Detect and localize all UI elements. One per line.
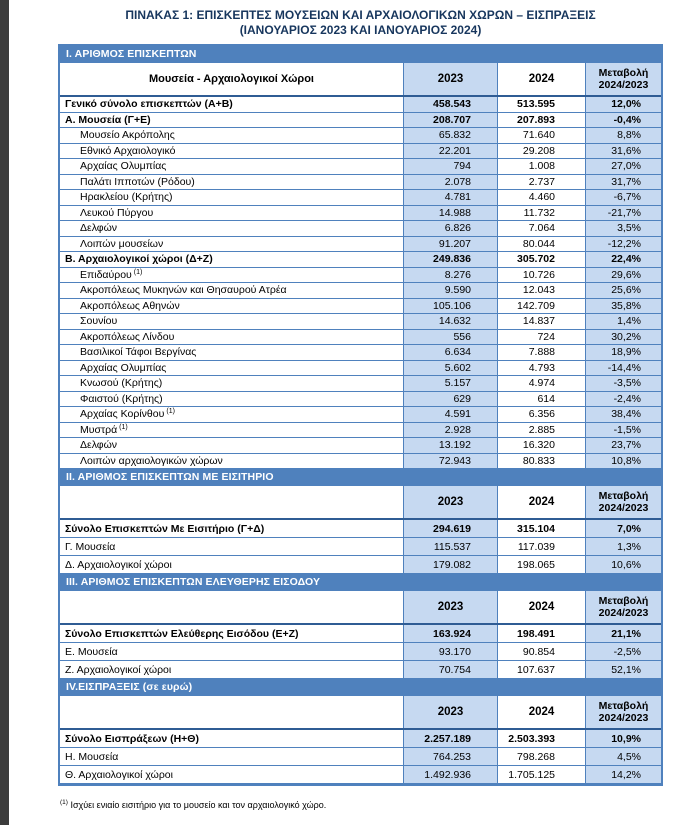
value-2024: 14.837 (497, 314, 585, 329)
row-label (60, 190, 403, 205)
value-change: 7,0% (585, 520, 661, 537)
col-header-2024: 2024 (497, 486, 585, 518)
row-label-text: Ακροπόλεως Αθηνών (80, 299, 180, 312)
row-label-text: Αρχαίας Ολυμπίας (80, 160, 167, 173)
table-title-line-2: (ΙΑΝΟΥΑΡΙΟΣ 2023 ΚΑΙ ΙΑΝΟΥΑΡΙΟΣ 2024) (239, 22, 482, 37)
row-label-text: Μυστρά (80, 423, 118, 436)
row-label (60, 520, 403, 537)
table-row (60, 252, 661, 268)
value-2024: 11.732 (497, 206, 585, 221)
col-header-2023: 2023 (403, 486, 497, 518)
value-2024: 90.854 (497, 643, 585, 660)
value-2024: 614 (497, 392, 585, 407)
col-header-label (60, 696, 403, 728)
table-row (60, 175, 661, 191)
row-label (60, 159, 403, 174)
row-label (60, 661, 403, 678)
row-label-text: Δ. Αρχαιολογικοί χώροι (65, 558, 172, 571)
row-label (60, 345, 403, 360)
row-label (60, 766, 403, 783)
table-row (60, 556, 661, 574)
row-label-text: Αρχαίας Κορίνθου (80, 408, 165, 421)
table-row (60, 392, 661, 408)
value-2023: 13.192 (403, 438, 497, 453)
section-3 (60, 574, 661, 679)
table-row (60, 237, 661, 253)
section-2-header-bar: ΙΙ. ΑΡΙΘΜΟΣ ΕΠΙΣΚΕΠΤΩΝ ΜΕ ΕΙΣΙΤΗΡΙΟ (60, 469, 661, 486)
value-2023: 6.826 (403, 221, 497, 236)
value-change: 35,8% (585, 299, 661, 314)
document-page (58, 8, 663, 810)
value-2024: 207.893 (497, 113, 585, 128)
table-row (60, 144, 661, 160)
value-2024: 10.726 (497, 268, 585, 283)
row-label (60, 237, 403, 252)
value-change: -6,7% (585, 190, 661, 205)
value-change: 10,9% (585, 730, 661, 747)
value-change: 52,1% (585, 661, 661, 678)
section-4-column-header (60, 696, 661, 730)
value-change: 8,8% (585, 128, 661, 143)
col-header-2024: 2024 (497, 591, 585, 623)
value-2023: 70.754 (403, 661, 497, 678)
value-2024: 798.268 (497, 748, 585, 765)
row-label-text: Λοιπών μουσείων (80, 237, 164, 250)
value-2024: 6.356 (497, 407, 585, 422)
row-label-text: Επιδαύρου (80, 268, 132, 281)
row-label-text: Αρχαίας Ολυμπίας (80, 361, 167, 374)
value-2024: 80.833 (497, 454, 585, 469)
table-row (60, 407, 661, 423)
value-2023: 22.201 (403, 144, 497, 159)
value-2023: 105.106 (403, 299, 497, 314)
table-row (60, 221, 661, 237)
table-row (60, 206, 661, 222)
section-2 (60, 469, 661, 574)
value-change: 22,4% (585, 252, 661, 267)
row-label-text: Λευκού Πύργου (80, 206, 154, 219)
value-2023: 72.943 (403, 454, 497, 469)
col-header-change-line1: Μεταβολή (598, 67, 649, 79)
col-header-2023: 2023 (403, 696, 497, 728)
row-label-text: Ε. Μουσεία (65, 645, 118, 658)
row-label (60, 113, 403, 128)
col-header-label (60, 486, 403, 518)
value-2023: 4.591 (403, 407, 497, 422)
value-change: 31,7% (585, 175, 661, 190)
row-label (60, 175, 403, 190)
value-change: 3,5% (585, 221, 661, 236)
row-label: Μυστρά (1) (80, 423, 128, 436)
row-label (60, 252, 403, 267)
row-label-text: Παλάτι Ιπποτών (Ρόδου) (80, 175, 195, 188)
value-2024: 4.793 (497, 361, 585, 376)
table-row (60, 361, 661, 377)
value-2023: 8.276 (403, 268, 497, 283)
value-change: 23,7% (585, 438, 661, 453)
value-2024: 29.208 (497, 144, 585, 159)
table-title (58, 8, 663, 37)
table-row (60, 268, 661, 284)
table-row (60, 113, 661, 129)
col-header-label (60, 591, 403, 623)
row-label-text: Βασιλικοί Τάφοι Βεργίνας (80, 346, 197, 359)
value-2023: 14.632 (403, 314, 497, 329)
row-label-text: Γενικό σύνολο επισκεπτών (Α+Β) (65, 98, 233, 111)
value-2023: 764.253 (403, 748, 497, 765)
value-change: 31,6% (585, 144, 661, 159)
value-2024: 513.595 (497, 97, 585, 112)
row-label-text: Λοιπών αρχαιολογικών χώρων (80, 454, 223, 467)
table-row (60, 159, 661, 175)
table-row (60, 730, 661, 748)
value-2024: 1.705.125 (497, 766, 585, 783)
section-4 (60, 679, 661, 784)
col-header-change-line2: 2024/2023 (598, 79, 649, 91)
col-header-label: Μουσεία - Αρχαιολογικοί Χώροι (149, 73, 314, 85)
row-label (60, 206, 403, 221)
row-label-text: Α. Μουσεία (Γ+Ε) (65, 113, 151, 126)
row-label-text: Φαιστού (Κρήτης) (80, 392, 163, 405)
value-change: 27,0% (585, 159, 661, 174)
row-label (60, 748, 403, 765)
row-label-text: Β. Αρχαιολογικοί χώροι (Δ+Ζ) (65, 253, 213, 266)
value-change: 30,2% (585, 330, 661, 345)
value-2024: 117.039 (497, 538, 585, 555)
value-2023: 91.207 (403, 237, 497, 252)
table-row (60, 376, 661, 392)
value-change: -3,5% (585, 376, 661, 391)
row-label: Αρχαίας Κορίνθου (1) (80, 408, 175, 421)
table-row (60, 661, 661, 679)
row-label (60, 438, 403, 453)
footnote-marker: (1) (60, 799, 68, 806)
value-2023: 14.988 (403, 206, 497, 221)
value-2023: 163.924 (403, 625, 497, 642)
col-header-change-line1: Μεταβολή (598, 595, 649, 607)
value-change: -21,7% (585, 206, 661, 221)
footnote-text: Ισχύει ενιαίο εισιτήριο για το μουσείο και τον αρχαιολογικό χώρο. (70, 800, 327, 810)
value-change: 21,1% (585, 625, 661, 642)
section-3-header-bar: ΙΙΙ. ΑΡΙΘΜΟΣ ΕΠΙΣΚΕΠΤΩΝ ΕΛΕΥΘΕΡΗΣ ΕΙΣΟΔΟΥ (60, 574, 661, 591)
value-2024: 16.320 (497, 438, 585, 453)
row-label (60, 730, 403, 747)
table-row (60, 748, 661, 766)
value-change: 29,6% (585, 268, 661, 283)
table-row (60, 314, 661, 330)
col-header-2023: 2023 (403, 63, 497, 95)
value-2023: 1.492.936 (403, 766, 497, 783)
row-label (60, 376, 403, 391)
row-label (60, 221, 403, 236)
row-label (60, 128, 403, 143)
value-change: 38,4% (585, 407, 661, 422)
col-header-change-line1: Μεταβολή (598, 700, 649, 712)
value-change: 4,5% (585, 748, 661, 765)
value-change: 1,3% (585, 538, 661, 555)
row-label-text: Θ. Αρχαιολογικοί χώροι (65, 768, 173, 781)
value-2023: 65.832 (403, 128, 497, 143)
value-change: 14,2% (585, 766, 661, 783)
value-change: -12,2% (585, 237, 661, 252)
col-header-change (585, 63, 661, 95)
value-2024: 2.737 (497, 175, 585, 190)
value-change: -2,5% (585, 643, 661, 660)
value-2024: 724 (497, 330, 585, 345)
row-label (60, 625, 403, 642)
value-2023: 556 (403, 330, 497, 345)
row-label-text: Ακροπόλεως Λίνδου (80, 330, 175, 343)
row-label (60, 538, 403, 555)
section-3-column-header (60, 591, 661, 625)
row-label-text: Σουνίου (80, 315, 118, 328)
left-edge-strip (0, 0, 9, 825)
row-label-text: Σύνολο Εισπράξεων (Η+Θ) (65, 732, 199, 745)
table-row (60, 345, 661, 361)
value-2024: 198.065 (497, 556, 585, 573)
row-label-text: Ζ. Αρχαιολογικοί χώροι (65, 663, 172, 676)
row-label-text: Σύνολο Επισκεπτών Ελεύθερης Εισόδου (Ε+Ζ) (65, 627, 299, 640)
footnote (58, 799, 663, 810)
table-row (60, 438, 661, 454)
value-2024: 2.885 (497, 423, 585, 438)
value-2024: 142.709 (497, 299, 585, 314)
table-row (60, 283, 661, 299)
table-row (60, 330, 661, 346)
row-label (60, 283, 403, 298)
value-2023: 6.634 (403, 345, 497, 360)
row-label-text: Ηρακλείου (Κρήτης) (80, 191, 173, 204)
row-label-text: Η. Μουσεία (65, 750, 119, 763)
value-2024: 315.104 (497, 520, 585, 537)
value-change: 12,0% (585, 97, 661, 112)
value-2024: 2.503.393 (497, 730, 585, 747)
row-label (60, 314, 403, 329)
section-1-header-bar: Ι. ΑΡΙΘΜΟΣ ΕΠΙΣΚΕΠΤΩΝ (60, 46, 661, 63)
section-1-column-header (60, 63, 661, 97)
table-row (60, 299, 661, 315)
row-label-text: Σύνολο Επισκεπτών Με Εισιτήριο (Γ+Δ) (65, 522, 265, 535)
value-2023: 179.082 (403, 556, 497, 573)
col-header-2024: 2024 (497, 63, 585, 95)
row-label-text: Δελφών (80, 439, 118, 452)
value-2023: 629 (403, 392, 497, 407)
value-2023: 4.781 (403, 190, 497, 205)
col-header-change-line2: 2024/2023 (598, 607, 649, 619)
value-2023: 5.157 (403, 376, 497, 391)
row-label (60, 330, 403, 345)
row-label (60, 299, 403, 314)
value-change: 25,6% (585, 283, 661, 298)
col-header-change-line2: 2024/2023 (598, 502, 649, 514)
row-label-text: Μουσείο Ακρόπολης (80, 129, 175, 142)
table-row (60, 97, 661, 113)
row-label (60, 97, 403, 112)
value-2024: 12.043 (497, 283, 585, 298)
value-2024: 80.044 (497, 237, 585, 252)
col-header-change-line2: 2024/2023 (598, 712, 649, 724)
table-row (60, 190, 661, 206)
table-title-line-1: ΠΙΝΑΚΑΣ 1: ΕΠΙΣΚΕΠΤΕΣ ΜΟΥΣΕΙΩΝ ΚΑΙ ΑΡΧΑΙΟΛΟΓΙΚΩΝ ΧΩΡΩΝ – ΕΙΣΠΡΑΞΕΙΣ (125, 8, 596, 22)
value-2024: 305.702 (497, 252, 585, 267)
table-row (60, 625, 661, 643)
row-label: Επιδαύρου (1) (80, 268, 143, 281)
row-label-text: Ακροπόλεως Μυκηνών και Θησαυρού Ατρέα (80, 284, 287, 297)
value-2024: 1.008 (497, 159, 585, 174)
table-row (60, 128, 661, 144)
value-change: -1,5% (585, 423, 661, 438)
table-row (60, 766, 661, 784)
table-row (60, 643, 661, 661)
value-change: -14,4% (585, 361, 661, 376)
value-change: 18,9% (585, 345, 661, 360)
col-header-change (585, 696, 661, 728)
section-4-header-bar: IV.ΕΙΣΠΡΑΞΕΙΣ (σε ευρώ) (60, 679, 661, 696)
value-2024: 107.637 (497, 661, 585, 678)
value-2023: 458.543 (403, 97, 497, 112)
value-2024: 7.888 (497, 345, 585, 360)
value-change: 1,4% (585, 314, 661, 329)
row-label (60, 392, 403, 407)
row-label-text: Κνωσού (Κρήτης) (80, 377, 163, 390)
row-label-text: Δελφών (80, 222, 118, 235)
table-row (60, 423, 661, 439)
value-2023: 208.707 (403, 113, 497, 128)
value-2023: 2.078 (403, 175, 497, 190)
table-row (60, 520, 661, 538)
row-label (60, 454, 403, 469)
row-label (60, 144, 403, 159)
section-1 (60, 46, 661, 469)
table-row (60, 538, 661, 556)
value-2023: 115.537 (403, 538, 497, 555)
value-change: 10,6% (585, 556, 661, 573)
section-2-column-header (60, 486, 661, 520)
row-label-text: Εθνικό Αρχαιολογικό (80, 144, 176, 157)
value-change: -2,4% (585, 392, 661, 407)
row-label-text: Γ. Μουσεία (65, 540, 116, 553)
value-2023: 9.590 (403, 283, 497, 298)
value-2024: 4.974 (497, 376, 585, 391)
value-2024: 7.064 (497, 221, 585, 236)
value-2024: 4.460 (497, 190, 585, 205)
value-2024: 71.640 (497, 128, 585, 143)
value-2023: 794 (403, 159, 497, 174)
table-row (60, 454, 661, 470)
value-2023: 93.170 (403, 643, 497, 660)
col-header-2024: 2024 (497, 696, 585, 728)
row-label (60, 643, 403, 660)
value-2023: 2.257.189 (403, 730, 497, 747)
value-2023: 249.836 (403, 252, 497, 267)
col-header-change (585, 591, 661, 623)
value-change: -0,4% (585, 113, 661, 128)
value-2023: 294.619 (403, 520, 497, 537)
col-header-change-line1: Μεταβολή (598, 490, 649, 502)
value-2023: 5.602 (403, 361, 497, 376)
col-header-2023: 2023 (403, 591, 497, 623)
value-2024: 198.491 (497, 625, 585, 642)
value-2023: 2.928 (403, 423, 497, 438)
col-header-change (585, 486, 661, 518)
value-change: 10,8% (585, 454, 661, 469)
row-label (60, 556, 403, 573)
visitors-revenue-table (58, 44, 663, 786)
row-label (60, 361, 403, 376)
